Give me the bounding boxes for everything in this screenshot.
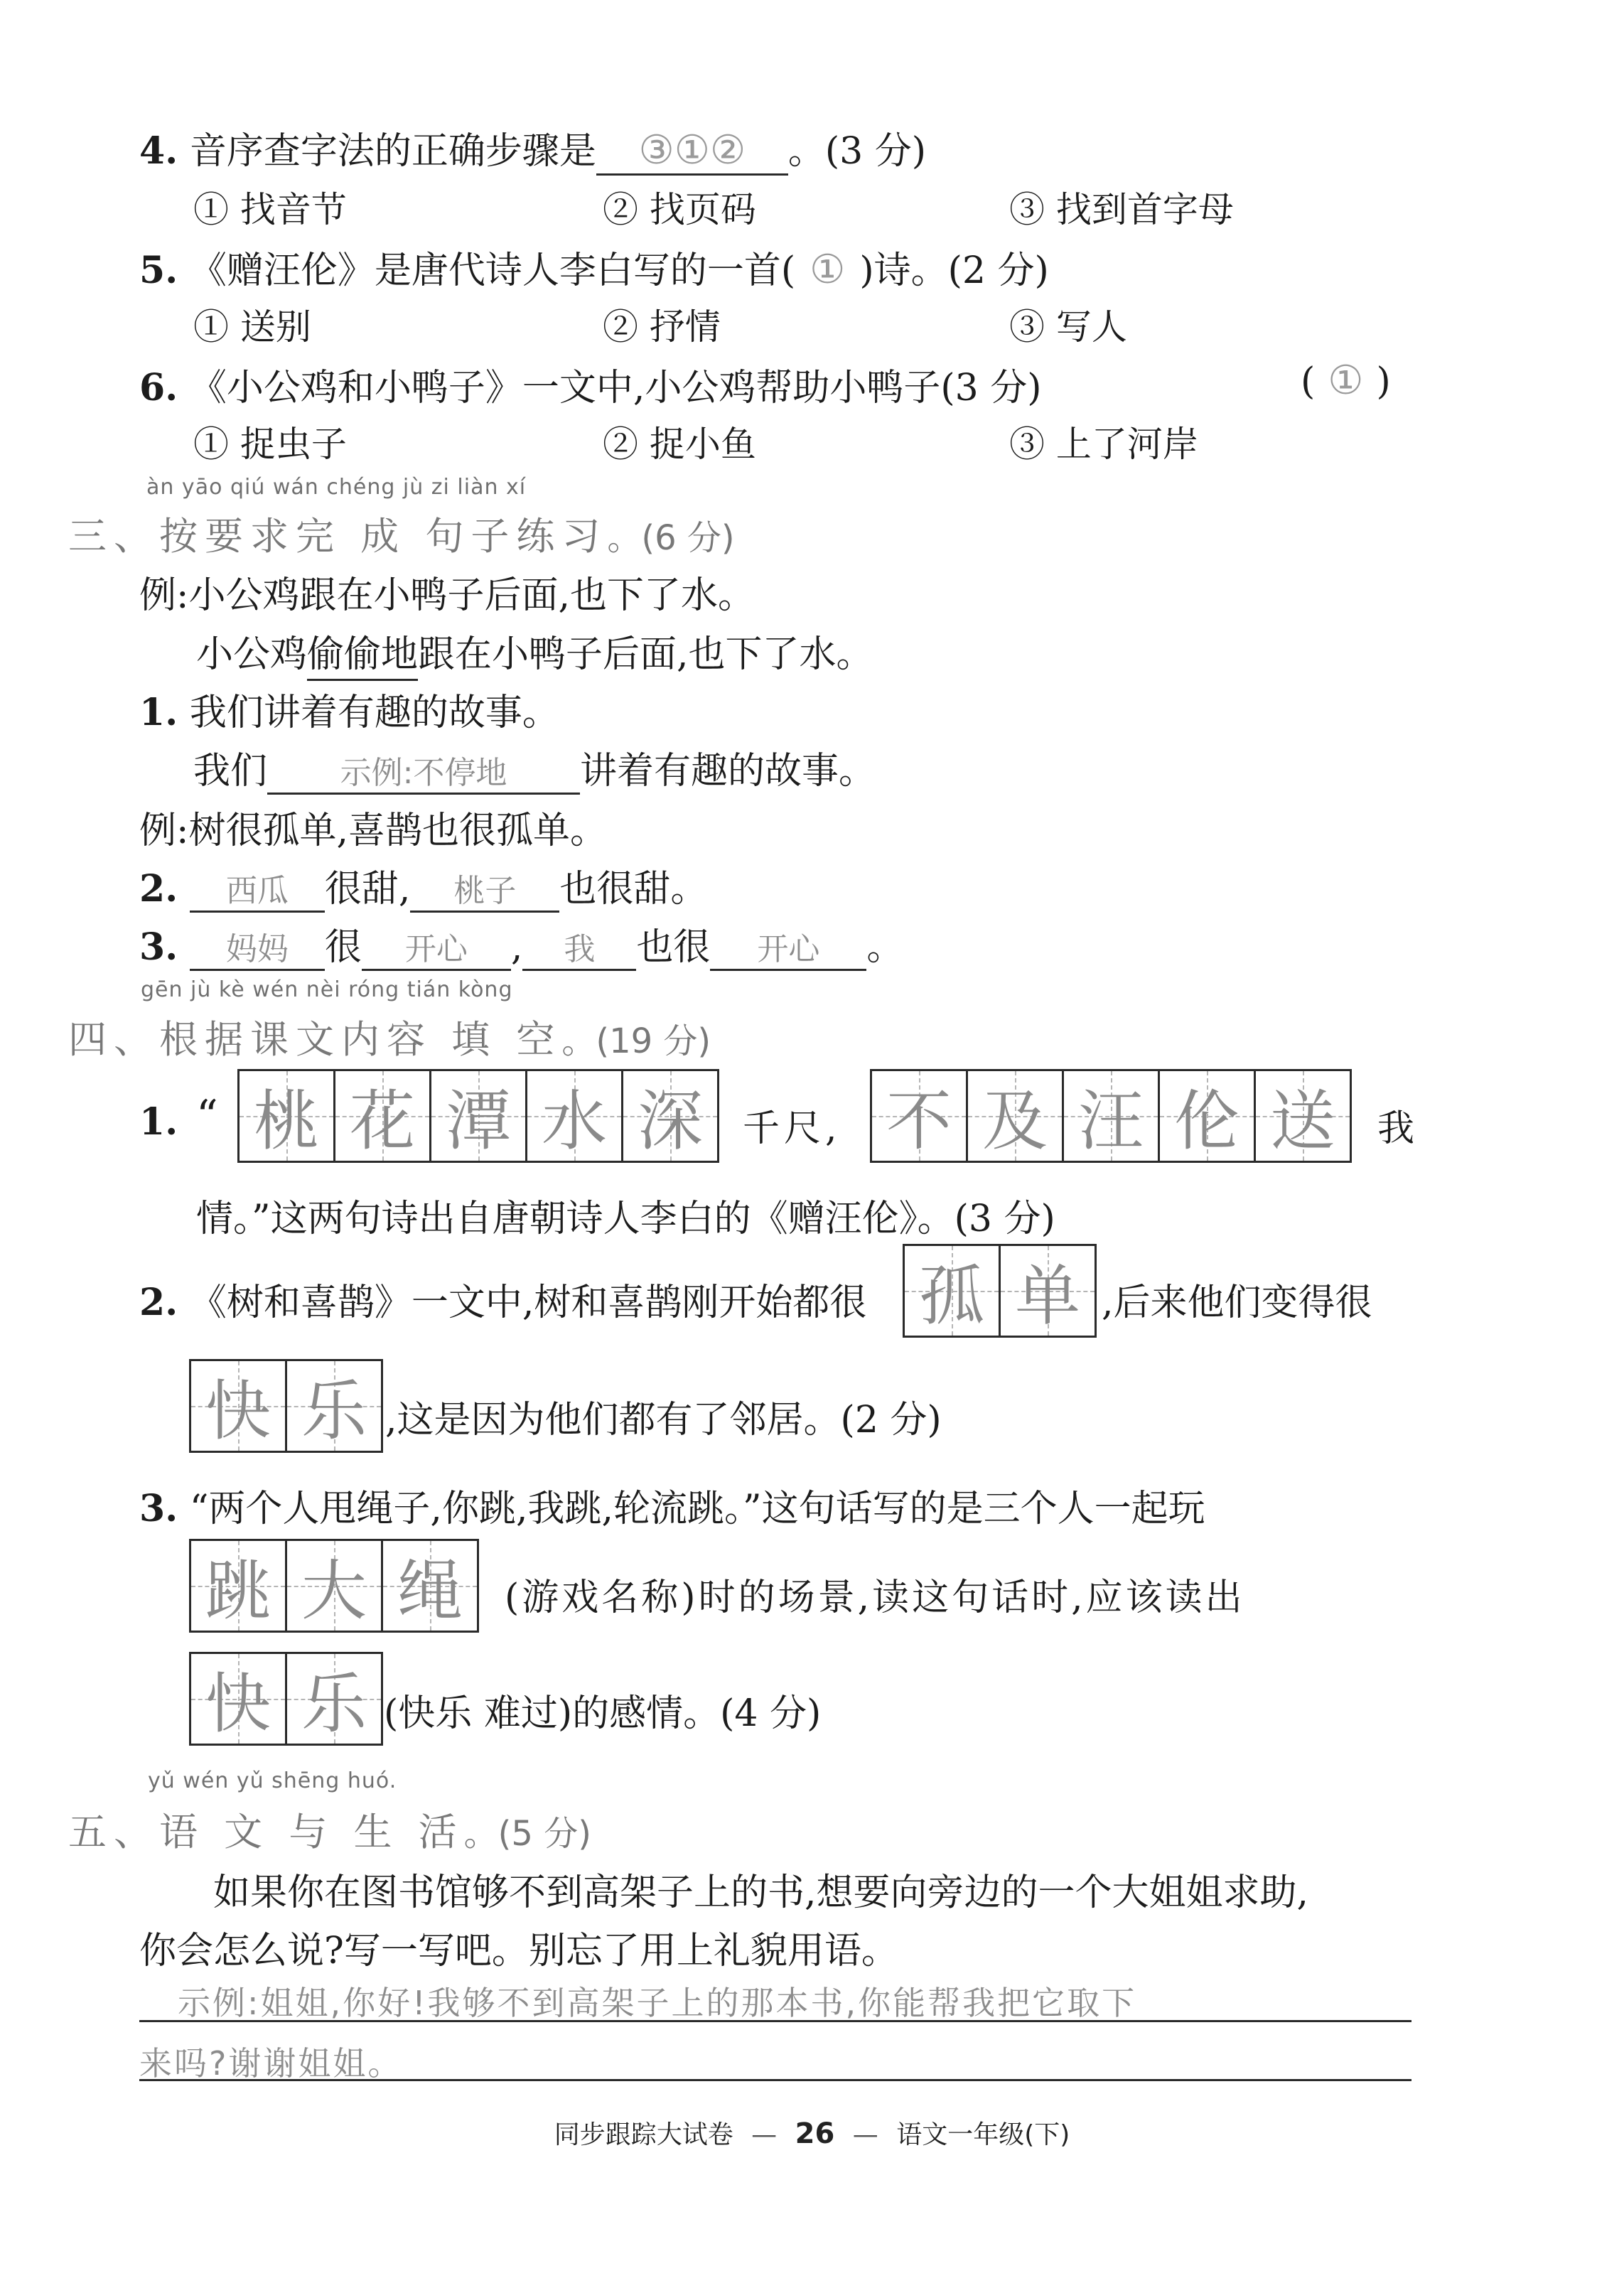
grid-cell: 乐 bbox=[287, 1654, 381, 1744]
grid-cell: 快 bbox=[191, 1361, 287, 1451]
grid-cell: 桃 bbox=[240, 1071, 335, 1161]
q6-option-2: ② 捉小鱼 bbox=[603, 424, 756, 465]
grid-cell: 深 bbox=[623, 1071, 717, 1161]
q3-answer-2: 开心 bbox=[362, 923, 511, 971]
answer-grid-gudan bbox=[903, 1244, 1097, 1338]
question-4 bbox=[139, 121, 926, 176]
q3-text-3: 也很 bbox=[636, 926, 711, 969]
sec5-pinyin: yǔ wén yǔ shēng huó. bbox=[148, 1768, 397, 1793]
question-6 bbox=[139, 358, 1042, 411]
sec4-q1-quote: “ bbox=[196, 1091, 218, 1141]
sec4-q3-end: (快乐 难过)的感情。(4 分) bbox=[384, 1692, 822, 1735]
sec4-q2 bbox=[139, 1272, 866, 1326]
grid-cell: 水 bbox=[527, 1071, 623, 1161]
sec3-pinyin: àn yāo qiú wán chéng jù zi liàn xí bbox=[146, 475, 527, 500]
sec4-title bbox=[68, 1009, 711, 1064]
q6-paren-open: ( bbox=[1301, 360, 1316, 403]
page-footer bbox=[0, 2115, 1624, 2151]
sec5-prompt-1: 如果你在图书馆够不到高架子上的书,想要向旁边的一个大姐姐求助, bbox=[213, 1871, 1309, 1914]
q3-answer-3: 我 bbox=[522, 923, 636, 971]
sec5-points: 。(5 分) bbox=[463, 1814, 591, 1854]
sec4-q3-text: “两个人甩绳子,你跳,我跳,轮流跳。”这句话写的是三个人一起玩 bbox=[189, 1488, 1205, 1530]
q6-option-3: ③ 上了河岸 bbox=[1009, 424, 1198, 465]
sec4-q3-mid: (游戏名称)时的场景,读这句话时,应该读出 bbox=[505, 1577, 1245, 1619]
q2-answer-2: 桃子 bbox=[410, 865, 559, 913]
q4-option-3: ③ 找到首字母 bbox=[1009, 189, 1234, 230]
q2-answer-1: 西瓜 bbox=[190, 865, 325, 913]
grid-cell: 孤 bbox=[905, 1246, 1001, 1336]
answer-rule-1 bbox=[139, 2020, 1411, 2022]
q6-paren-close: ) bbox=[1376, 360, 1391, 403]
grid-cell: 花 bbox=[335, 1071, 431, 1161]
footer-book-title: 同步跟踪大试卷 bbox=[554, 2120, 733, 2149]
answer-grid-kuaile-2 bbox=[189, 1652, 383, 1746]
q6-answer: ① bbox=[1328, 358, 1364, 404]
sec4-pinyin: gēn jù kè wén nèi róng tián kòng bbox=[141, 977, 513, 1002]
sec4-q2-end: ,这是因为他们都有了邻居。(2 分) bbox=[385, 1399, 942, 1441]
q4-text: 音序查字法的正确步骤是 bbox=[189, 130, 596, 173]
answer-grid-kuaile-1 bbox=[189, 1359, 383, 1453]
sec3-q3 bbox=[139, 917, 903, 971]
q5-post: )诗。(2 分) bbox=[859, 249, 1049, 292]
sec4-q2-number: 2. bbox=[139, 1281, 178, 1324]
sec4-q3 bbox=[139, 1478, 1205, 1532]
answer-grid-tiaodasheng bbox=[189, 1539, 479, 1633]
q6-text: 《小公鸡和小鸭子》一文中,小公鸡帮助小鸭子(3 分) bbox=[189, 367, 1042, 409]
q3-answer-4: 开心 bbox=[710, 923, 866, 971]
ex1b-underlined: 偷偷地 bbox=[307, 633, 418, 681]
q5-pre: 《赠汪伦》是唐代诗人李白写的一首( bbox=[189, 249, 796, 292]
grid-cell: 跳 bbox=[191, 1541, 287, 1631]
grid-cell: 不 bbox=[872, 1071, 968, 1161]
grid-cell: 单 bbox=[1001, 1246, 1095, 1336]
grid-cell: 潭 bbox=[431, 1071, 527, 1161]
q1b-post: 讲着有趣的故事。 bbox=[580, 750, 876, 793]
grid-cell: 伦 bbox=[1160, 1071, 1256, 1161]
sec3-example-1: 例:小公鸡跟在小鸭子后面,也下了水。 bbox=[139, 574, 755, 617]
sec4-title-text: 四、根据课文内容 填 空 bbox=[68, 1017, 562, 1062]
grid-cell: 绳 bbox=[383, 1541, 477, 1631]
grid-cell: 大 bbox=[287, 1541, 383, 1631]
q5-answer: ① bbox=[810, 247, 846, 293]
q5-option-2: ② 抒情 bbox=[603, 306, 721, 348]
sec3-example-2: 例:树很孤单,喜鹊也很孤单。 bbox=[139, 810, 608, 852]
sec4-q1-mid: 千尺, bbox=[743, 1107, 841, 1150]
q3-text-2: , bbox=[510, 926, 523, 969]
sec4-q1-line2: 情。”这两句诗出自唐朝诗人李白的《赠汪伦》。(3 分) bbox=[196, 1198, 1055, 1240]
q5-number: 5. bbox=[139, 249, 178, 292]
q6-option-1: ① 捉虫子 bbox=[193, 424, 347, 465]
sec5-answer-1: 示例:姐姐,你好!我够不到高架子上的那本书,你能帮我把它取下 bbox=[178, 1984, 1137, 2022]
q2-text-1: 很甜, bbox=[324, 868, 411, 911]
q4-option-1: ① 找音节 bbox=[193, 189, 347, 230]
grid-cell: 及 bbox=[968, 1071, 1064, 1161]
sec4-q1-number: 1. bbox=[139, 1100, 178, 1144]
sec5-answer-2: 来吗?谢谢姐姐。 bbox=[139, 2044, 403, 2083]
question-5 bbox=[139, 240, 1049, 294]
q6-number: 6. bbox=[139, 366, 178, 409]
sec3-q1-number: 1. bbox=[139, 691, 178, 734]
poem-grid-1 bbox=[237, 1069, 719, 1163]
sec5-prompt-2: 你会怎么说?写一写吧。别忘了用上礼貌用语。 bbox=[139, 1930, 898, 1972]
sec3-q2 bbox=[139, 859, 707, 913]
q1b-answer: 示例:不停地 bbox=[267, 747, 580, 795]
sec3-q2-number: 2. bbox=[139, 867, 178, 911]
footer-dash: — bbox=[852, 2120, 878, 2149]
sec3-example-1b bbox=[196, 624, 873, 677]
ex1b-post: 跟在小鸭子后面,也下了水。 bbox=[418, 633, 873, 676]
sec4-q2-text: 《树和喜鹊》一文中,树和喜鹊刚开始都很 bbox=[189, 1282, 867, 1324]
grid-cell: 快 bbox=[191, 1654, 287, 1744]
sec4-points: 。(19 分) bbox=[561, 1021, 711, 1061]
footer-subject: 语文一年级(下) bbox=[896, 2120, 1070, 2149]
sec3-points: 。(6 分) bbox=[607, 518, 735, 558]
ex1b-pre: 小公鸡 bbox=[196, 633, 308, 676]
q4-option-2: ② 找页码 bbox=[603, 189, 756, 230]
q4-answer: ③①② bbox=[596, 127, 788, 176]
footer-dash: — bbox=[751, 2120, 778, 2149]
q5-option-1: ① 送别 bbox=[193, 306, 311, 348]
q4-number: 4. bbox=[139, 129, 178, 173]
sec3-q1-text: 我们讲着有趣的故事。 bbox=[189, 692, 559, 734]
sec4-q2-after: ,后来他们变得很 bbox=[1102, 1282, 1372, 1324]
q3-text-1: 很 bbox=[324, 926, 362, 969]
grid-cell: 乐 bbox=[287, 1361, 381, 1451]
sec5-title bbox=[68, 1802, 591, 1857]
q3-text-4: 。 bbox=[866, 926, 904, 969]
sec4-q3-number: 3. bbox=[139, 1487, 178, 1530]
grid-cell: 汪 bbox=[1064, 1071, 1160, 1161]
q2-text-2: 也很甜。 bbox=[559, 868, 708, 911]
q3-answer-1: 妈妈 bbox=[190, 923, 325, 971]
sec3-q1-answer-line bbox=[193, 741, 876, 795]
answer-rule-2 bbox=[139, 2079, 1411, 2081]
sec3-title-text: 三、按要求完 成 句子练习 bbox=[68, 514, 608, 559]
q1b-pre: 我们 bbox=[193, 750, 268, 793]
q4-end: 。(3 分) bbox=[787, 130, 927, 173]
sec5-title-text: 五、语 文 与 生 活 bbox=[68, 1810, 464, 1854]
sec3-q3-number: 3. bbox=[139, 925, 178, 969]
sec4-q1-end: 我 bbox=[1377, 1107, 1415, 1150]
poem-grid-2 bbox=[870, 1069, 1352, 1163]
q5-option-3: ③ 写人 bbox=[1009, 306, 1127, 348]
sec3-q1 bbox=[139, 682, 559, 736]
sec3-title bbox=[68, 506, 735, 561]
grid-cell: 送 bbox=[1256, 1071, 1350, 1161]
q6-answer-paren bbox=[1301, 358, 1391, 404]
page-number: 26 bbox=[795, 2117, 835, 2150]
